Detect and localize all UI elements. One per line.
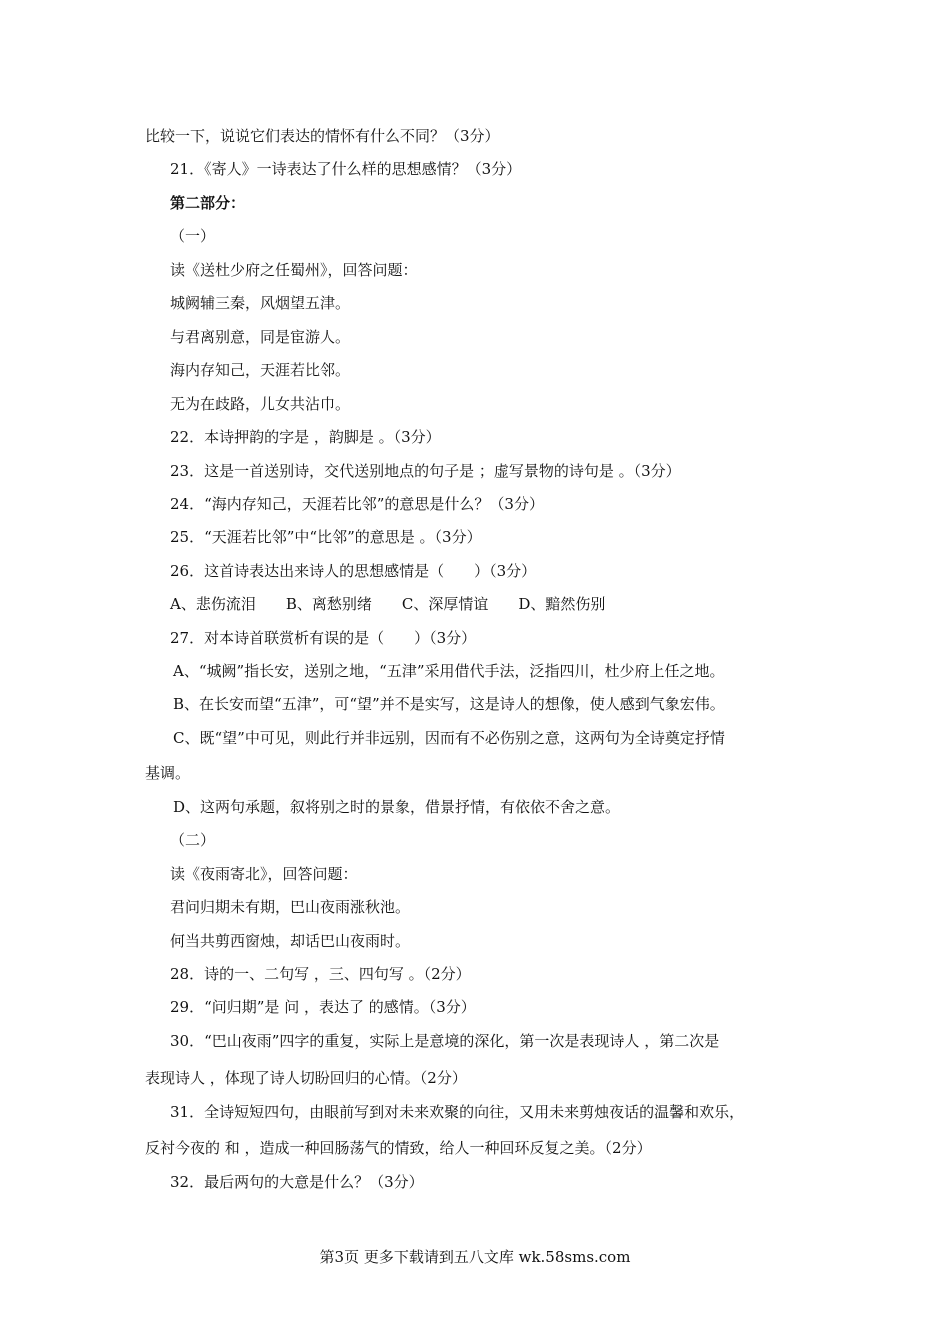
question-options: A、悲伤流泪 B、离愁别绪 C、深厚情谊 D、黯然伤别 [170, 595, 606, 613]
poem-line: 与君离别意，同是宦游人。 [170, 328, 351, 346]
poem-line: 何当共剪西窗烛，却话巴山夜雨时。 [170, 932, 411, 950]
poem-line: 君问归期未有期，巴山夜雨涨秋池。 [170, 898, 411, 916]
reading-prompt: 读《送杜少府之任蜀州》，回答问题： [170, 261, 418, 279]
question-21: 21．《寄人》一诗表达了什么样的思想感情？（3分） [170, 160, 522, 178]
question-22: 22．本诗押韵的字是 ，韵脚是 。（3分） [170, 428, 441, 446]
reading-prompt: 读《夜雨寄北》，回答问题： [170, 865, 358, 883]
question-29: 29．“问归期”是 问 ，表达了 的感情。（3分） [170, 998, 476, 1016]
option-c-continued: 基调。 [145, 764, 191, 782]
option-d: D、这两句承题，叙将别之时的景象，借景抒情，有依依不舍之意。 [173, 798, 621, 816]
subsection-heading: （二） [170, 831, 216, 849]
option-c: C、既“望”中可见，则此行并非远别，因而有不必伤别之意，这两句为全诗奠定抒情 [173, 729, 725, 747]
question-28: 28．诗的一、二句写 ，三、四句写 。（2分） [170, 965, 471, 983]
question-25: 25．“天涯若比邻”中“比邻”的意思是 。（3分） [170, 528, 482, 546]
option-b: B、在长安而望“五津”，可“望”并不是实写，这是诗人的想像，使人感到气象宏伟。 [173, 695, 725, 713]
question-26: 26．这首诗表达出来诗人的思想感情是（ ）（3分） [170, 562, 537, 580]
question-30: 30．“巴山夜雨”四字的重复，实际上是意境的深化，第一次是表现诗人 ，第二次是 [170, 1032, 720, 1050]
subsection-heading: （一） [170, 227, 216, 245]
poem-line: 城阙辅三秦，风烟望五津。 [170, 294, 351, 312]
question-24: 24．“海内存知己，天涯若比邻”的意思是什么？（3分） [170, 495, 544, 513]
question-32: 32．最后两句的大意是什么？（3分） [170, 1173, 424, 1191]
question-30-continued: 表现诗人 ，体现了诗人切盼回归的心情。（2分） [145, 1069, 467, 1087]
option-a: A、“城阙”指长安，送别之地，“五津”采用借代手法，泛指四川，杜少府上任之地。 [173, 662, 725, 680]
page-footer: 第3页 更多下载请到五八文库 wk.58sms.com [319, 1248, 631, 1266]
question-31-continued: 反衬今夜的 和 ，造成一种回肠荡气的情致，给人一种回环反复之美。（2分） [145, 1139, 652, 1157]
section-heading: 第二部分： [170, 194, 246, 212]
question-27: 27．对本诗首联赏析有误的是（ ）（3分） [170, 629, 477, 647]
text-line: 比较一下，说说它们表达的情怀有什么不同？（3分） [145, 127, 500, 145]
poem-line: 无为在歧路，儿女共沾巾。 [170, 395, 351, 413]
poem-line: 海内存知己，天涯若比邻。 [170, 361, 351, 379]
question-31: 31．全诗短短四句，由眼前写到对未来欢聚的向往，又用未来剪烛夜话的温馨和欢乐， [170, 1103, 745, 1121]
question-23: 23．这是一首送别诗，交代送别地点的句子是 ；虚写景物的诗句是 。（3分） [170, 462, 681, 480]
